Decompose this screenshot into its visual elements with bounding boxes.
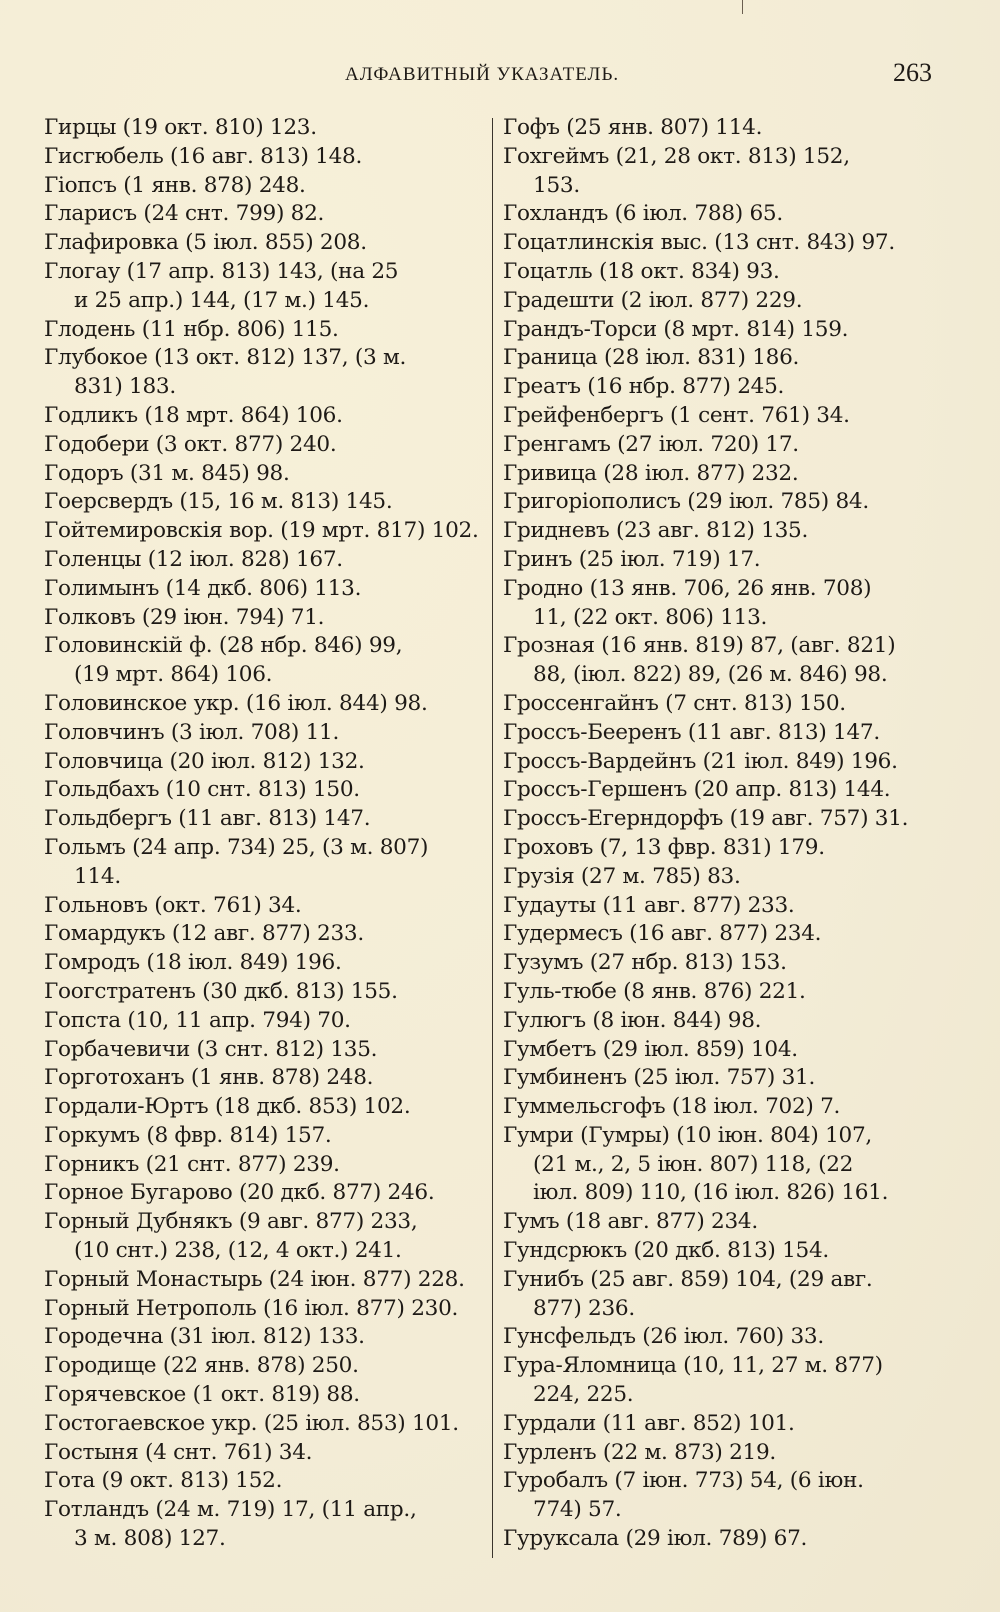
index-entry (44, 172, 484, 201)
index-entry (44, 1151, 484, 1180)
index-entry-continuation: (19 мрт. 864) 106. (74, 662, 273, 688)
index-entry-line: Гота (9 окт. 813) 152. (44, 1468, 283, 1494)
index-entry (503, 949, 943, 978)
index-entry (44, 1467, 484, 1496)
index-entry (503, 1410, 943, 1439)
index-entry (44, 344, 484, 402)
index-entry (44, 978, 484, 1007)
index-entry-line: Гопста (10, 11 апр. 794) 70. (44, 1007, 351, 1033)
index-entry-line: Гирцы (19 окт. 810) 123. (44, 115, 317, 140)
index-entry-line: Головинское укр. (16 іюл. 844) 98. (44, 690, 428, 716)
index-entry-line: Горный Дубнякъ (9 авг. 877) 233, (44, 1209, 418, 1235)
index-entry-line: Гроховъ (7, 13 фвр. 831) 179. (503, 834, 825, 860)
index-entry (44, 1036, 484, 1065)
index-entry-line: Глодень (11 нбр. 806) 115. (44, 316, 339, 342)
index-entry (503, 373, 943, 402)
index-entry-line: Готландъ (24 м. 719) 17, (11 апр., (44, 1497, 417, 1523)
index-entry-line: Гольдбахъ (10 снт. 813) 150. (44, 777, 360, 803)
page-number: 263 (893, 58, 932, 87)
index-entry (503, 546, 943, 575)
index-entry (503, 863, 943, 892)
index-entry-line: Гуробалъ (7 іюн. 773) 54, (6 іюн. (503, 1468, 864, 1494)
index-entry (503, 1439, 943, 1468)
index-entry-line: Глубокое (13 окт. 812) 137, (3 м. (44, 345, 407, 371)
index-entry-line: Горячевское (1 окт. 819) 88. (44, 1382, 360, 1408)
index-entry (44, 776, 484, 805)
index-entry (503, 200, 943, 229)
index-entry (44, 805, 484, 834)
index-entry-line: Гудауты (11 авг. 877) 233. (503, 892, 795, 918)
index-entry (44, 114, 484, 143)
index-entry-line: Глогау (17 апр. 813) 143, (на 25 (44, 258, 399, 284)
index-entry (44, 719, 484, 748)
index-entry (44, 1007, 484, 1036)
index-entry-continuation: (21 м., 2, 5 іюн. 807) 118, (22 (533, 1151, 854, 1177)
index-entry-line: Гоогстратенъ (30 дкб. 813) 155. (44, 978, 398, 1004)
index-entry-line: Гоерсвердъ (15, 16 м. 813) 145. (44, 489, 393, 515)
index-entry (503, 143, 943, 201)
index-entry-line: Грозная (16 янв. 819) 87, (авг. 821) (503, 633, 896, 659)
index-entry-line: Гуммельсгофъ (18 іюл. 702) 7. (503, 1094, 841, 1120)
index-entry-line: Гомродъ (18 іюл. 849) 196. (44, 950, 342, 976)
index-entry (44, 546, 484, 575)
index-entry (44, 460, 484, 489)
index-entry-line: Гуруксала (29 іюл. 789) 67. (503, 1526, 808, 1552)
index-entry (44, 1122, 484, 1151)
index-entry (503, 978, 943, 1007)
index-entry (44, 1064, 484, 1093)
index-entry (503, 892, 943, 921)
index-entry (503, 344, 943, 373)
index-entry (44, 1208, 484, 1266)
index-entry (44, 1381, 484, 1410)
index-entry (44, 632, 484, 690)
index-entry (503, 431, 943, 460)
index-entry (44, 402, 484, 431)
index-entry-line: Гоцатль (18 окт. 834) 93. (503, 258, 780, 284)
index-entry (44, 143, 484, 172)
index-entry-line: Гроссъ-Егерндорфъ (19 авг. 757) 31. (503, 806, 909, 832)
index-column-left (44, 114, 484, 1554)
index-entry-line: Гохгеймъ (21, 28 окт. 813) 152, (503, 143, 850, 169)
index-entry-continuation: іюл. 809) 110, (16 іюл. 826) 161. (533, 1180, 889, 1206)
index-entry-line: Гохландъ (6 іюл. 788) 65. (503, 201, 783, 227)
index-entry (503, 1525, 943, 1554)
index-entry-line: Гумбиненъ (25 іюл. 757) 31. (503, 1065, 816, 1091)
index-entry (44, 1496, 484, 1554)
index-entry-line: Гларисъ (24 снт. 799) 82. (44, 201, 325, 227)
index-entry-line: Горный Нетрополь (16 іюл. 877) 230. (44, 1295, 459, 1321)
index-entry-line: Годобери (3 окт. 877) 240. (44, 431, 337, 457)
index-entry-line: Гроссъ-Вардейнъ (21 іюл. 849) 196. (503, 748, 898, 774)
page-edge-mark (742, 0, 743, 14)
index-entry-line: Гостыня (4 снт. 761) 34. (44, 1439, 313, 1465)
index-entry (503, 1093, 943, 1122)
index-entry (44, 690, 484, 719)
index-entry-line: Гроссъ-Гершенъ (20 апр. 813) 144. (503, 777, 891, 803)
index-entry-line: Гоцатлинскія выс. (13 снт. 843) 97. (503, 230, 895, 256)
index-entry-continuation: 88, (іюл. 822) 89, (26 м. 846) 98. (533, 662, 888, 688)
index-entry-line: Гольновъ (окт. 761) 34. (44, 892, 302, 918)
index-entry-continuation: (10 снт.) 238, (12, 4 окт.) 241. (74, 1238, 402, 1264)
index-entry (44, 229, 484, 258)
index-entry (44, 575, 484, 604)
index-entry-line: Городище (22 янв. 878) 250. (44, 1353, 359, 1379)
index-entry-line: Гунибъ (25 авг. 859) 104, (29 авг. (503, 1266, 873, 1292)
index-entry (503, 834, 943, 863)
index-entry (44, 1179, 484, 1208)
header-title: АЛФАВИТНЫЙ УКАЗАТЕЛЬ. (345, 64, 620, 85)
index-entry-line: Горникъ (21 снт. 877) 239. (44, 1151, 340, 1177)
index-entry-line: Градешти (2 іюл. 877) 229. (503, 287, 803, 313)
index-entry (503, 114, 943, 143)
index-entry-line: Грузія (27 м. 785) 83. (503, 863, 741, 889)
index-entry-line: Гродно (13 янв. 706, 26 янв. 708) (503, 575, 872, 601)
index-entry-line: Граница (28 іюл. 831) 186. (503, 345, 800, 371)
index-entry-line: Городечна (31 іюл. 812) 133. (44, 1324, 365, 1350)
index-entry-line: Гринъ (25 іюл. 719) 17. (503, 546, 761, 572)
index-entry (503, 229, 943, 258)
index-entry (503, 920, 943, 949)
index-entry-line: Гордали-Юртъ (18 дкб. 853) 102. (44, 1094, 411, 1120)
index-entry-continuation: 774) 57. (533, 1497, 622, 1523)
index-entry (44, 748, 484, 777)
index-entry-line: Горготоханъ (1 янв. 878) 248. (44, 1065, 374, 1091)
index-column-right (503, 114, 943, 1554)
column-divider (492, 118, 493, 1558)
index-entry (503, 1266, 943, 1324)
index-entry (503, 1036, 943, 1065)
index-entry (503, 488, 943, 517)
index-entry-line: Гура-Яломница (10, 11, 27 м. 877) (503, 1353, 883, 1379)
index-entry-line: Глафировка (5 іюл. 855) 208. (44, 230, 367, 256)
index-entry-line: Голенцы (12 іюл. 828) 167. (44, 546, 343, 572)
index-entry-line: Гроссенгайнъ (7 снт. 813) 150. (503, 690, 846, 716)
index-entry-line: Гренгамъ (27 іюл. 720) 17. (503, 431, 799, 457)
index-entry (503, 1323, 943, 1352)
index-entry (503, 287, 943, 316)
index-entry-line: Гридневъ (23 авг. 812) 135. (503, 518, 809, 544)
index-entry (503, 517, 943, 546)
index-entry-line: Голимынъ (14 дкб. 806) 113. (44, 575, 362, 601)
index-entry-line: Гумбетъ (29 іюл. 859) 104. (503, 1036, 798, 1062)
index-entry (44, 1439, 484, 1468)
index-entry-continuation: 224, 225. (533, 1382, 634, 1408)
index-entry (503, 719, 943, 748)
index-entry (44, 517, 484, 546)
index-entry (503, 1064, 943, 1093)
index-entry-line: Гомардукъ (12 авг. 877) 233. (44, 921, 364, 947)
index-entry-line: Горный Монастырь (24 іюн. 877) 228. (44, 1266, 465, 1292)
index-entry (503, 402, 943, 431)
index-entry (503, 690, 943, 719)
index-entry-line: Греатъ (16 нбр. 877) 245. (503, 374, 785, 400)
index-entry-line: Гундсрюкъ (20 дкб. 813) 154. (503, 1238, 829, 1264)
index-entry-line: Грейфенбергъ (1 сент. 761) 34. (503, 402, 850, 428)
index-entry (44, 604, 484, 633)
index-entry (44, 1266, 484, 1295)
index-entry-continuation: и 25 апр.) 144, (17 м.) 145. (74, 287, 370, 313)
index-entry-line: Грандъ-Торси (8 мрт. 814) 159. (503, 316, 849, 342)
index-entry-line: Гулюгъ (8 іюн. 844) 98. (503, 1007, 762, 1033)
index-entry-continuation: 114. (74, 863, 121, 889)
index-entry (503, 460, 943, 489)
index-entry (44, 1295, 484, 1324)
index-entry-line: Гостогаевское укр. (25 іюл. 853) 101. (44, 1410, 459, 1436)
index-entry-line: Гроссъ-Бееренъ (11 авг. 813) 147. (503, 719, 880, 745)
index-entry-line: Григоріополисъ (29 іюл. 785) 84. (503, 489, 869, 515)
index-entry-line: Гіопсъ (1 янв. 878) 248. (44, 172, 306, 198)
index-entry (503, 748, 943, 777)
index-entry (503, 1352, 943, 1410)
index-entry (503, 575, 943, 633)
index-entry-line: Гольмъ (24 апр. 734) 25, (3 м. 807) (44, 834, 429, 860)
index-entry-line: Горное Бугарово (20 дкб. 877) 246. (44, 1180, 435, 1206)
index-entry (44, 1352, 484, 1381)
index-entry (503, 316, 943, 345)
index-entry-line: Гудермесъ (16 авг. 877) 234. (503, 921, 822, 947)
index-entry-line: Гузумъ (27 нбр. 813) 153. (503, 950, 787, 976)
index-entry-line: Головинскій ф. (28 нбр. 846) 99, (44, 633, 403, 659)
index-entry (44, 258, 484, 316)
index-entry-line: Гумъ (18 авг. 877) 234. (503, 1209, 758, 1235)
index-entry-line: Годликъ (18 мрт. 864) 106. (44, 402, 343, 428)
index-entry-line: Гисгюбель (16 авг. 813) 148. (44, 143, 363, 169)
index-entry (503, 1237, 943, 1266)
index-entry-line: Голковъ (29 іюн. 794) 71. (44, 604, 325, 630)
index-entry-line: Гольдбергъ (11 авг. 813) 147. (44, 806, 371, 832)
index-entry (503, 776, 943, 805)
index-entry (503, 1007, 943, 1036)
index-entry-line: Годоръ (31 м. 845) 98. (44, 460, 290, 486)
index-entry-line: Гривица (28 іюл. 877) 232. (503, 460, 799, 486)
index-entry-line: Гуль-тюбе (8 янв. 876) 221. (503, 978, 806, 1004)
index-entry (44, 316, 484, 345)
index-entry (44, 200, 484, 229)
index-entry (503, 1122, 943, 1208)
index-entry-continuation: 11, (22 окт. 806) 113. (533, 604, 768, 630)
index-entry (44, 892, 484, 921)
index-entry-line: Горбачевичи (3 снт. 812) 135. (44, 1036, 378, 1062)
index-entry-line: Гурдали (11 авг. 852) 101. (503, 1410, 795, 1436)
index-entry (44, 1410, 484, 1439)
index-entry-line: Головчица (20 іюл. 812) 132. (44, 748, 365, 774)
index-entry-continuation: 3 м. 808) 127. (74, 1526, 226, 1552)
index-entry (503, 1467, 943, 1525)
index-entry-line: Гойтемировскія вор. (19 мрт. 817) 102. (44, 518, 479, 544)
index-entry (503, 1208, 943, 1237)
running-header (0, 58, 1000, 94)
index-entry-continuation: 153. (533, 172, 580, 198)
index-entry-line: Гумри (Гумры) (10 іюн. 804) 107, (503, 1122, 872, 1148)
index-entry (44, 920, 484, 949)
index-entry-line: Гурленъ (22 м. 873) 219. (503, 1439, 776, 1465)
index-entry (503, 805, 943, 834)
index-entry (44, 949, 484, 978)
index-entry-continuation: 831) 183. (74, 374, 176, 400)
index-entry (503, 258, 943, 287)
index-entry (44, 834, 484, 892)
index-entry-continuation: 877) 236. (533, 1295, 635, 1321)
index-entry (44, 1323, 484, 1352)
index-entry (44, 431, 484, 460)
index-entry-line: Головчинъ (3 іюл. 708) 11. (44, 719, 340, 745)
index-entry (44, 488, 484, 517)
index-entry (44, 1093, 484, 1122)
index-entry-line: Горкумъ (8 фвр. 814) 157. (44, 1122, 332, 1148)
index-entry (503, 632, 943, 690)
index-entry-line: Гофъ (25 янв. 807) 114. (503, 115, 763, 140)
index-entry-line: Гунсфельдъ (26 іюл. 760) 33. (503, 1324, 824, 1350)
